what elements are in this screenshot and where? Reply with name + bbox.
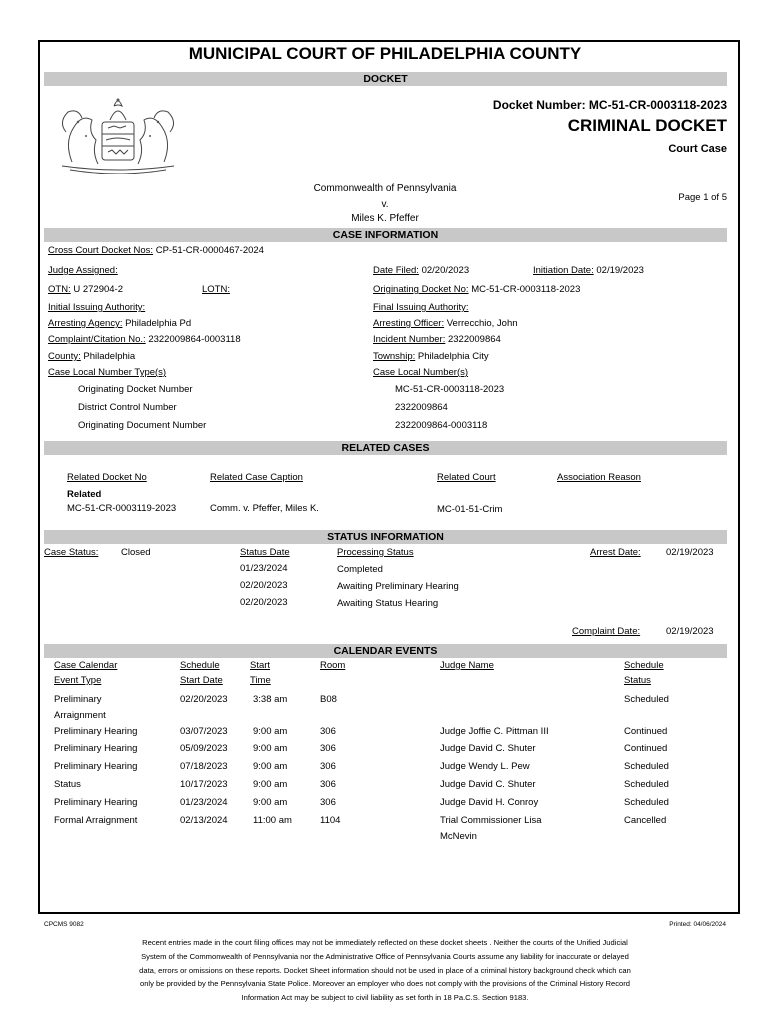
status-text-2: Awaiting Preliminary Hearing [337,581,459,592]
incident-label: Incident Number: [373,334,446,345]
cal-cell-time: 3:38 am [253,694,288,705]
local-type-3: Originating Document Number [78,420,207,431]
cal-cell-status: Scheduled [624,797,669,808]
date-filed-value: 02/20/2023 [421,265,470,276]
court-title: MUNICIPAL COURT OF PHILADELPHIA COUNTY [188,44,582,63]
date-filed-row [373,265,469,276]
arresting-officer-value: Verrecchio, John [446,318,518,329]
cal-col-event-2: Event Type [54,675,102,686]
local-number-1: MC-51-CR-0003118-2023 [395,384,505,395]
cal-cell-judge: Judge David H. Conroy [440,797,539,808]
cal-cell-event: Preliminary [54,694,102,705]
county-value: Philadelphia [83,351,136,362]
otn-row [48,284,123,295]
arresting-agency-label: Arresting Agency: [48,318,123,329]
arresting-officer-row [373,318,518,329]
complaint-label: Complaint/Citation No.: [48,334,146,345]
related-cases-header: RELATED CASES [44,441,727,455]
status-date-2: 02/20/2023 [240,580,288,591]
cal-cell-date: 01/23/2024 [180,797,228,808]
cal-cell-date: 03/07/2023 [180,726,228,737]
initiation-date-row [533,265,644,276]
local-numbers-label: Case Local Number(s) [373,367,469,378]
cal-cell-status: Cancelled [624,815,667,826]
county-row [48,351,135,362]
cal-cell-date: 10/17/2023 [180,779,228,790]
cal-cell-time: 9:00 am [253,743,288,754]
cal-cell-date: 05/09/2023 [180,743,228,754]
related-row-court: MC-01-51-Crim [437,504,503,515]
cal-col-date-2: Start Date [180,675,223,686]
cal-col-room: Room [320,660,346,671]
otn-label: OTN: [48,284,71,295]
arrest-date-value: 02/19/2023 [666,547,714,558]
complaint-date-value: 02/19/2023 [666,626,714,637]
caption-line-2: v. [381,199,389,210]
cal-cell-room: 1104 [320,815,341,826]
initiation-date-value: 02/19/2023 [596,265,644,276]
status-date-label: Status Date [240,547,290,558]
disclaimer-line: data, errors or omissions on these reports. Docket Sheet information should not be used in place of a criminal history background check which can [139,965,631,975]
cal-cell-time: 9:00 am [253,779,288,790]
final-issuing-label: Final Issuing Authority: [373,302,469,313]
local-type-2: District Control Number [78,402,177,413]
docket-bar: DOCKET [44,72,727,86]
printed-date: Printed: 04/06/2024 [669,921,726,928]
lotn-label: LOTN: [202,284,230,295]
initial-issuing-label: Initial Issuing Authority: [48,302,146,313]
caption-line-1: Commonwealth of Pennsylvania [313,183,457,194]
township-value: Philadelphia City [417,351,489,362]
cal-cell-event: Preliminary Hearing [54,797,138,808]
docket-number: Docket Number: MC-51-CR-0003118-2023 [492,98,727,112]
local-type-1: Originating Docket Number [78,384,193,395]
arrest-date-label: Arrest Date: [590,547,641,558]
case-kind: Court Case [668,143,727,155]
complaint-date-label: Complaint Date: [572,626,641,637]
cal-col-status-1: Schedule [624,660,664,671]
cal-cell-event: Status [54,779,81,790]
complaint-row [48,334,241,345]
disclaimer [80,936,690,1005]
cal-cell-status: Continued [624,726,668,737]
case-status-value: Closed [121,547,151,558]
cal-cell-status: Scheduled [624,779,669,790]
cal-cell-judge: Trial Commissioner Lisa [440,815,542,826]
related-row-caption: Comm. v. Pfeffer, Miles K. [210,503,319,514]
status-text-1: Completed [337,564,383,575]
township-label: Township: [373,351,416,362]
cal-col-date-1: Schedule [180,660,220,671]
cal-cell-date: 07/18/2023 [180,761,228,772]
disclaimer-line: only be provided by the Pennsylvania State Police. Moreover an employer who does not comply with the provisions of the Criminal History Record [139,979,631,989]
cal-cell-room: 306 [320,726,336,737]
incident-row [373,334,501,345]
processing-status-label: Processing Status [337,547,414,558]
cal-cell-time: 9:00 am [253,797,288,808]
cal-cell-judge-cont: McNevin [440,831,477,842]
case-information-header: CASE INFORMATION [44,228,727,242]
initiation-date-label: Initiation Date: [533,265,594,276]
orig-docket-value: MC-51-CR-0003118-2023 [471,284,581,295]
cal-cell-judge: Judge Joffie C. Pittman III [440,726,549,737]
cross-court-value: CP-51-CR-0000467-2024 [155,245,264,256]
cal-cell-date: 02/13/2024 [180,815,228,826]
complaint-value: 2322009864-0003118 [148,334,241,345]
related-col-court: Related Court [437,472,496,483]
disclaimer-line: Information Act may be subject to civil liability as set forth in 18 Pa.C.S. Section 9183. [241,993,529,1003]
related-col-caption: Related Case Caption [210,472,303,483]
calendar-events-header: CALENDAR EVENTS [44,644,727,658]
local-number-3: 2322009864-0003118 [395,420,488,431]
status-text-3: Awaiting Status Hearing [337,598,439,609]
cal-cell-status: Continued [624,743,668,754]
cal-cell-room: 306 [320,779,336,790]
cal-cell-status: Scheduled [624,694,669,705]
cal-col-time-2: Time [250,675,271,686]
local-types-label: Case Local Number Type(s) [48,367,167,378]
incident-value: 2322009864 [447,334,501,345]
related-col-docket: Related Docket No [67,472,147,483]
disclaimer-line: System of the Commonwealth of Pennsylvania nor the Administrative Office of Pennsylvania Courts assume any liability for inaccurate or delayed [141,951,629,961]
disclaimer-line: Recent entries made in the court filing offices may not be immediately reflected on these docket sheets . Neither the courts of the Unified Judicial [142,938,628,947]
cal-cell-time: 9:00 am [253,726,288,737]
judge-assigned-label: Judge Assigned: [48,265,118,276]
cal-cell-judge: Judge Wendy L. Pew [440,761,530,772]
arresting-officer-label: Arresting Officer: [373,318,445,329]
county-label: County: [48,351,81,362]
cross-court-label: Cross Court Docket Nos: [48,245,154,256]
cal-cell-room: B08 [320,694,337,705]
cal-cell-time: 9:00 am [253,761,288,772]
township-row [373,351,489,362]
date-filed-label: Date Filed: [373,265,419,276]
cal-col-event-1: Case Calendar [54,660,118,671]
pennsylvania-seal-icon [52,92,184,174]
cal-cell-room: 306 [320,761,336,772]
cal-cell-event: Preliminary Hearing [54,761,138,772]
cal-cell-status: Scheduled [624,761,669,772]
cal-cell-room: 306 [320,743,336,754]
case-status-label: Case Status: [44,547,99,558]
cal-cell-time: 11:00 am [253,815,292,826]
otn-value: U 272904-2 [73,284,123,295]
cal-col-judge: Judge Name [440,660,494,671]
form-id: CPCMS 9082 [44,921,84,928]
status-date-1: 01/23/2024 [240,563,288,574]
cal-cell-room: 306 [320,797,336,808]
cal-cell-event-cont: Arraignment [54,710,106,721]
arresting-agency-value: Philadelphia Pd [125,318,192,329]
local-number-2: 2322009864 [395,402,448,413]
cal-col-time-1: Start [250,660,271,671]
cross-court-row [48,245,264,256]
docket-type: CRIMINAL DOCKET [567,116,727,135]
cal-cell-event: Formal Arraignment [54,815,138,826]
cal-cell-event: Preliminary Hearing [54,743,138,754]
cal-cell-judge: Judge David C. Shuter [440,779,536,790]
cal-cell-judge: Judge David C. Shuter [440,743,536,754]
status-date-3: 02/20/2023 [240,597,288,608]
related-group-label: Related [67,489,102,500]
caption-line-3: Miles K. Pfeffer [351,213,419,224]
cal-col-status-2: Status [624,675,651,686]
orig-docket-row [373,284,580,295]
page-number: Page 1 of 5 [678,192,727,203]
orig-docket-label: Originating Docket No: [373,284,469,295]
cal-cell-event: Preliminary Hearing [54,726,138,737]
related-row-docket: MC-51-CR-0003119-2023 [67,503,177,514]
arresting-agency-row [48,318,191,329]
related-col-reason: Association Reason [557,472,641,483]
cal-cell-date: 02/20/2023 [180,694,228,705]
status-information-header: STATUS INFORMATION [44,530,727,544]
